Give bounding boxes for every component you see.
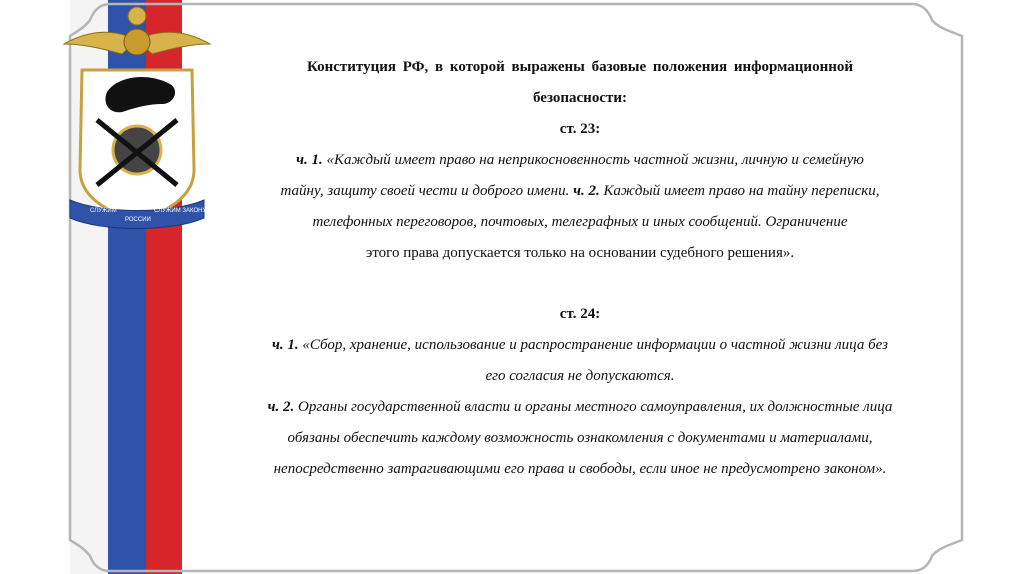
article-23-part-1-label: ч. 1.: [296, 152, 323, 168]
ribbon-text-right: СЛУЖИМ ЗАКОНУ: [154, 208, 207, 214]
article-23-part-2-label: ч. 2.: [573, 183, 600, 199]
article-23-part-1-line-2: тайну, защиту своей чести и доброго имени. ч. 2. Каждый имеет право на тайну переписки,: [280, 183, 880, 199]
article-23-part-2-line-4: этого права допускается только на основании судебного решения».: [365, 245, 795, 261]
document-title-line-2: безопасности:: [532, 90, 627, 106]
article-24-part-1-line-2: его согласия не допускаются.: [485, 368, 675, 384]
article-23-part-1-line-1: ч. 1. «Каждый имеет право на неприкосновенность частной жизни, личную и семейную: [296, 152, 864, 168]
document-title-line-1: Конституция РФ, в которой выражены базовые положения информационной: [306, 59, 853, 75]
ribbon-text-left: СЛУЖИМ: [90, 208, 117, 214]
article-24-heading: ст. 24:: [559, 306, 601, 322]
article-24-part-2-line-3: непосредственно затрагивающими его права и свободы, если иное не предусмотрено законом».: [273, 461, 887, 477]
crown-icon: [128, 7, 146, 25]
article-23-heading: ст. 23:: [559, 121, 601, 137]
article-24-part-2-line-2: обязаны обеспечить каждому возможность ознакомления с документами и материалами,: [287, 430, 873, 446]
article-24-part-2-line-1: ч. 2. Органы государственной власти и органы местного самоуправления, их должностные лица: [267, 399, 893, 415]
article-24-part-1-label: ч. 1.: [272, 337, 299, 353]
police-emblem: [62, 0, 212, 240]
document-body: [215, 52, 945, 485]
article-24-part-1-line-1: ч. 1. «Сбор, хранение, использование и распространение информации о частной жизни лица без: [272, 337, 888, 353]
article-24-part-2-label: ч. 2.: [267, 399, 295, 415]
eagle-icon: [124, 29, 150, 55]
article-23-part-2-line-3: телефонных переговоров, почтовых, телеграфных и иных сообщений. Ограничение: [312, 214, 848, 230]
ribbon-text-center: РОССИИ: [125, 217, 151, 223]
